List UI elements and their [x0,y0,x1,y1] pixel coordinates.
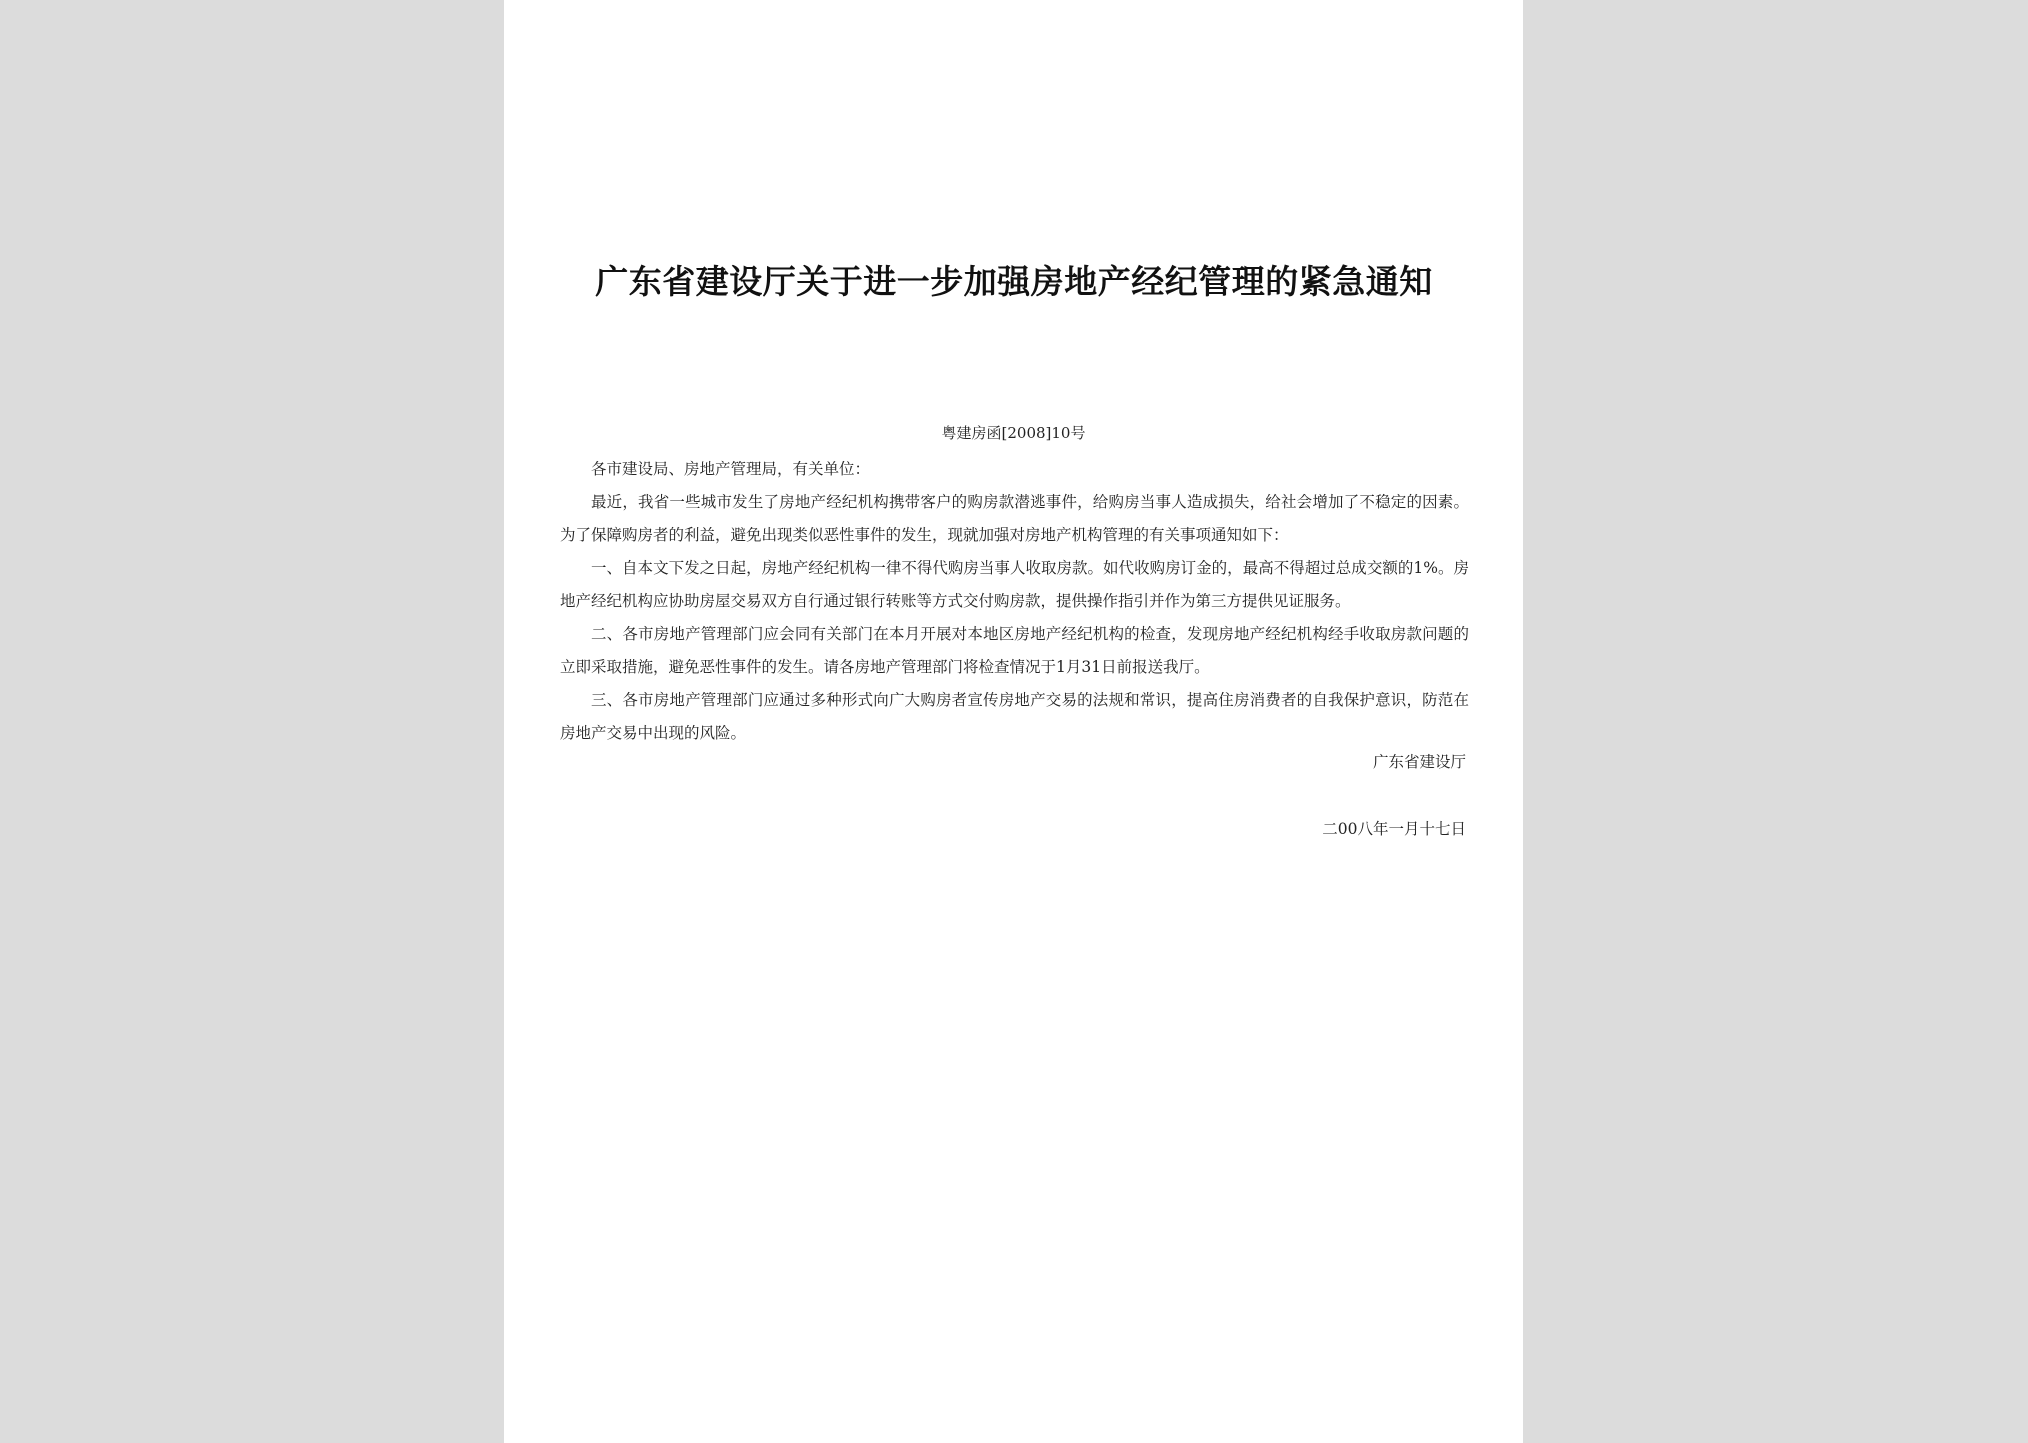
paragraph-item-3: 三、各市房地产管理部门应通过多种形式向广大购房者宣传房地产交易的法规和常识，提高住房消费者的自我保护意识，防范在房地产交易中出现的风险。 [560,691,1469,742]
paragraph-item-2: 二、各市房地产管理部门应会同有关部门在本月开展对本地区房地产经纪机构的检查，发现房地产经纪机构经手收取房款问题的立即采取措施，避免恶性事件的发生。请各房地产管理部门将检查情况于1月31日前报送我厅。 [560,625,1469,676]
paragraph-item-1: 一、自本文下发之日起，房地产经纪机构一律不得代购房当事人收取房款。如代收购房订金的，最高不得超过总成交额的1%。房地产经纪机构应协助房屋交易双方自行通过银行转账等方式交付购房款，提供操作指引并作为第三方提供见证服务。 [560,559,1470,610]
document-body [560,453,1469,750]
signature: 广东省建设厅 [1372,753,1466,771]
paragraph-intro: 最近，我省一些城市发生了房地产经纪机构携带客户的购房款潜逃事件，给购房当事人造成损失，给社会增加了不稳定的因素。为了保障购房者的利益，避免出现类似恶性事件的发生，现就加强对房地产机构管理的有关事项通知如下： [560,493,1469,544]
document-title: 广东省建设厅关于进一步加强房地产经纪管理的紧急通知 [595,262,1433,301]
document-date: 二00八年一月十七日 [1322,820,1466,838]
document-page [504,0,1523,1443]
document-number: 粤建房函[2008]10号 [941,424,1086,442]
salutation: 各市建设局、房地产管理局，有关单位： [591,460,871,478]
